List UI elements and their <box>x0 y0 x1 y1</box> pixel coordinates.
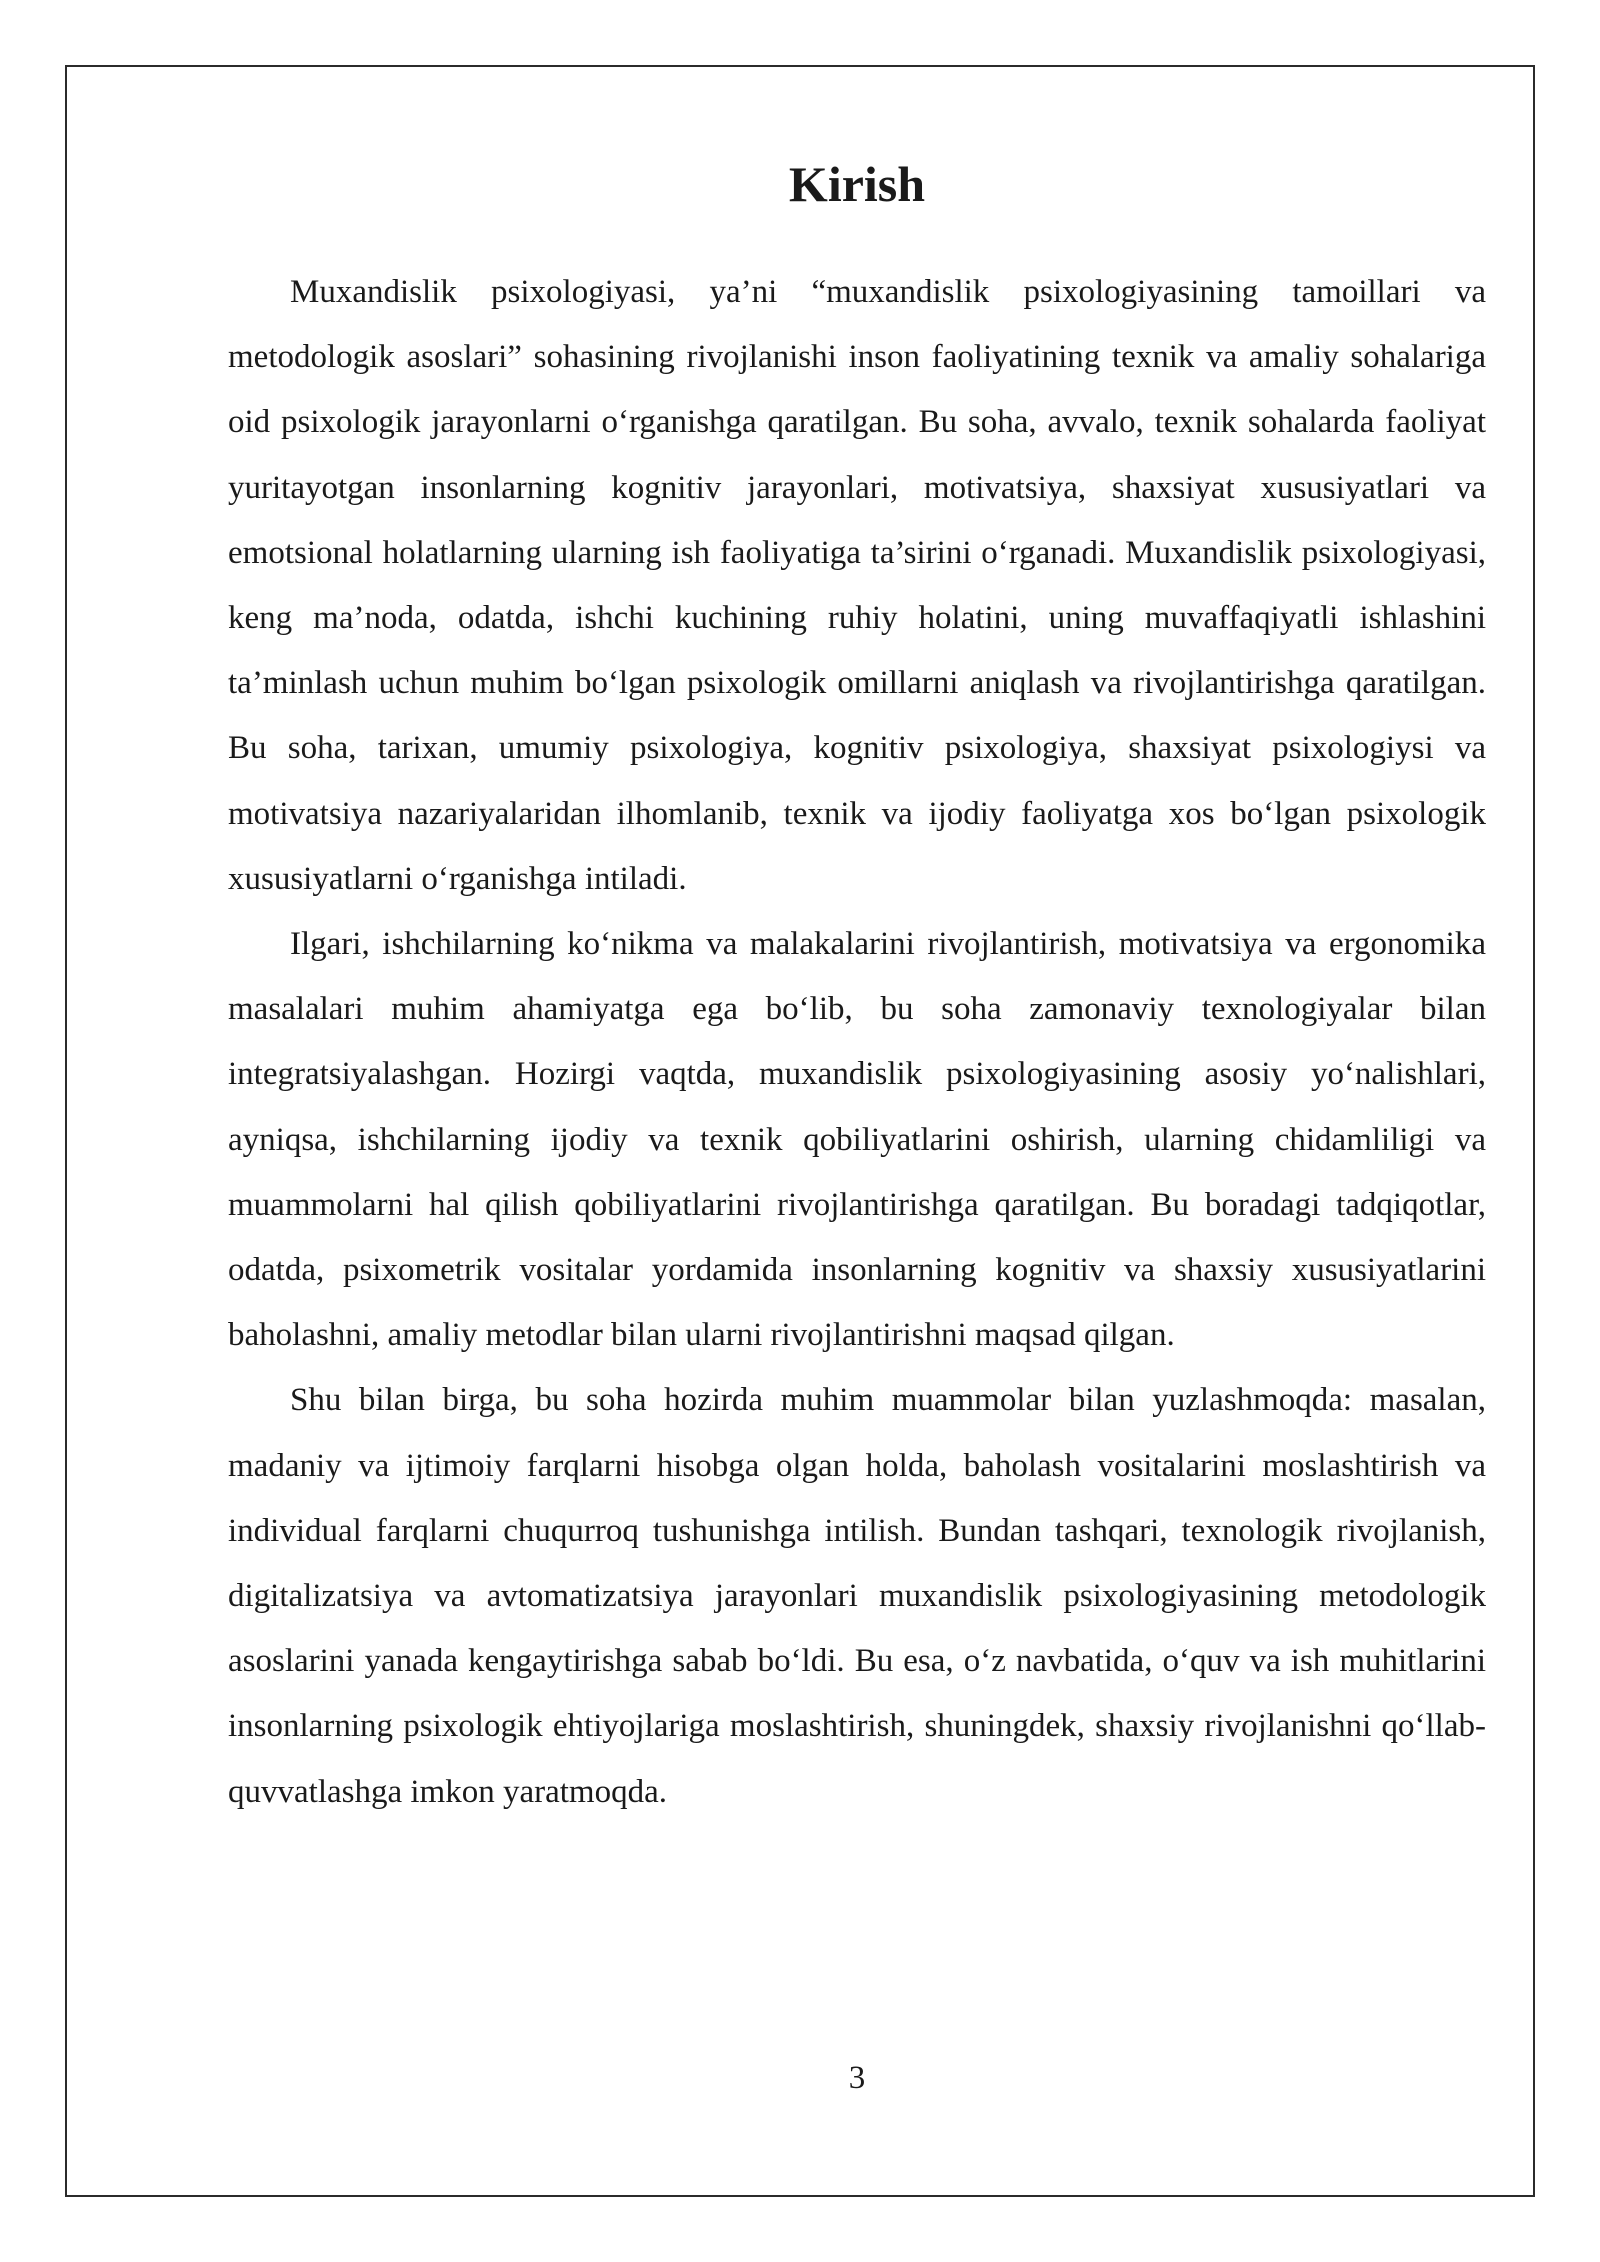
document-body <box>228 148 1486 1825</box>
paragraph-1: Muxandislik psixologiyasi, ya’ni “muxandislik psixologiyasining tamoillari va metodologik asoslari” sohasining rivojlanishi inson faoliyatining texnik va amaliy sohalariga oid psixologik jarayonlarni o‘rganishga qaratilgan. Bu soha, avvalo, texnik sohalarda faoliyat yuritayotgan insonlarning kognitiv jarayonlari, motivatsiya, shaxsiyat xususiyatlari va emotsional holatlarning ularning ish faoliyatiga ta’sirini o‘rganadi. Muxandislik psixologiyasi, keng ma’noda, odatda, ishchi kuchining ruhiy holatini, uning muvaffaqiyatli ishlashini ta’minlash uchun muhim bo‘lgan psixologik omillarni aniqlash va rivojlantirishga qaratilgan. Bu soha, tarixan, umumiy psixologiya, kognitiv psixologiya, shaxsiyat psixologiysi va motivatsiya nazariyalaridan ilhomlanib, texnik va ijodiy faoliyatga xos bo‘lgan psixologik xususiyatlarni o‘rganishga intiladi. <box>228 274 1486 897</box>
paragraph-2: Ilgari, ishchilarning ko‘nikma va malakalarini rivojlantirish, motivatsiya va ergonomika masalalari muhim ahamiyatga ega bo‘lib, bu soha zamonaviy texnologiyalar bilan integratsiyalashgan. Hozirgi vaqtda, muxandislik psixologiyasining asosiy yo‘nalishlari, ayniqsa, ishchilarning ijodiy va texnik qobiliyatlarini oshirish, ularning chidamliligi va muammolarni hal qilish qobiliyatlarini rivojlantirishga qaratilgan. Bu boradagi tadqiqotlar, odatda, psixometrik vositalar yordamida insonlarning kognitiv va shaxsiy xususiyatlarini baholashni, amaliy metodlar bilan ularni rivojlantirishni maqsad qilgan. <box>228 926 1486 1354</box>
paragraph-3: Shu bilan birga, bu soha hozirda muhim muammolar bilan yuzlashmoqda: masalan, madaniy va ijtimoiy farqlarni hisobga olgan holda, baholash vositalarini moslashtirish va individual farqlarni chuqurroq tushunishga intilish. Bundan tashqari, texnologik rivojlanish, digitalizatsiya va avtomatizatsiya jarayonlari muxandislik psixologiyasining metodologik asoslarini yanada kengaytirishga sabab bo‘ldi. Bu esa, o‘z navbatida, o‘quv va ish muhitlarini insonlarning psixologik ehtiyojlariga moslashtirish, shuningdek, shaxsiy rivojlanishni qo‘llab-quvvatlashga imkon yaratmoqda. <box>228 1382 1486 1810</box>
page-number: 3 <box>848 2060 866 2096</box>
page-title: Kirish <box>788 156 926 212</box>
